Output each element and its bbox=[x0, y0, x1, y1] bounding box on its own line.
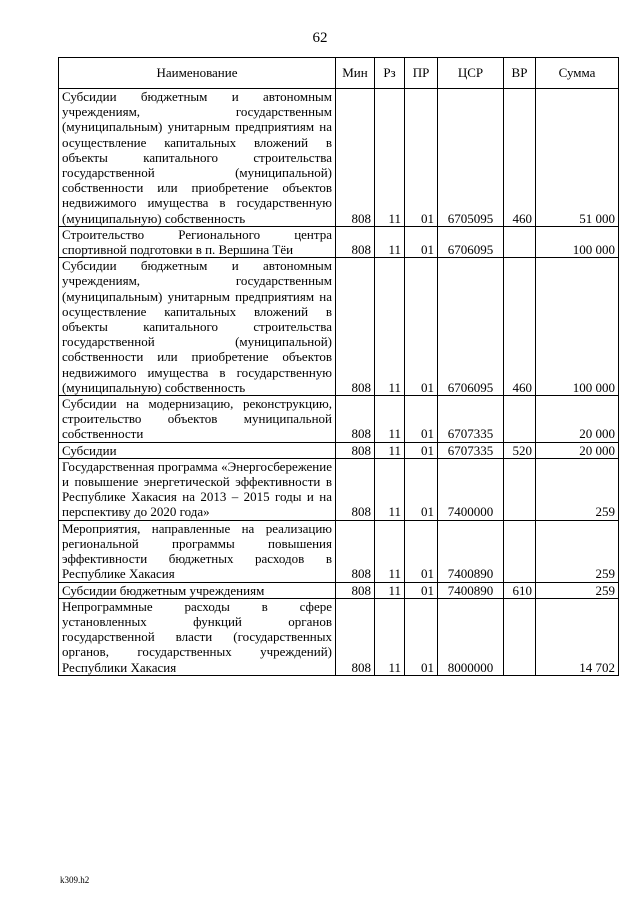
row-min: 808 bbox=[336, 458, 375, 520]
col-header-pr: ПР bbox=[405, 58, 438, 89]
table-row bbox=[59, 442, 619, 458]
row-sum: 259 bbox=[536, 458, 619, 520]
row-vr: 520 bbox=[504, 442, 536, 458]
table-row bbox=[59, 396, 619, 443]
row-rz: 11 bbox=[375, 520, 405, 582]
col-header-min: Мин bbox=[336, 58, 375, 89]
row-name: Непрограммные расходы в сфере установленных функций органов государственной власти (государственных органов, государственных учреждений) Республики Хакасия bbox=[59, 598, 336, 675]
row-name: Субсидии бюджетным учреждениям bbox=[59, 582, 336, 598]
row-csr: 7400890 bbox=[438, 520, 504, 582]
row-csr: 8000000 bbox=[438, 598, 504, 675]
row-pr: 01 bbox=[405, 520, 438, 582]
col-header-rz: Рз bbox=[375, 58, 405, 89]
row-name: Субсидии bbox=[59, 442, 336, 458]
row-rz: 11 bbox=[375, 226, 405, 257]
row-name: Субсидии бюджетным и автономным учреждениям, государственным (муниципальным) унитарным предприятиям на осуществление капитальных вложений в объекты капитального строительства государственной (муниципальной) собственности или приобретение объектов недвижимого имущества в государственную (муниципальную) собственность bbox=[59, 258, 336, 396]
row-rz: 11 bbox=[375, 442, 405, 458]
row-csr: 6707335 bbox=[438, 442, 504, 458]
row-min: 808 bbox=[336, 598, 375, 675]
row-sum: 259 bbox=[536, 582, 619, 598]
row-csr: 6706095 bbox=[438, 226, 504, 257]
row-pr: 01 bbox=[405, 598, 438, 675]
row-rz: 11 bbox=[375, 89, 405, 227]
page-number: 62 bbox=[312, 30, 328, 46]
table-row bbox=[59, 226, 619, 257]
row-vr: 610 bbox=[504, 582, 536, 598]
row-vr bbox=[504, 226, 536, 257]
row-sum: 100 000 bbox=[536, 258, 619, 396]
row-min: 808 bbox=[336, 226, 375, 257]
row-pr: 01 bbox=[405, 226, 438, 257]
row-name: Субсидии на модернизацию, реконструкцию, строительство объектов муниципальной собственности bbox=[59, 396, 336, 443]
row-pr: 01 bbox=[405, 396, 438, 443]
row-min: 808 bbox=[336, 442, 375, 458]
row-min: 808 bbox=[336, 520, 375, 582]
row-name: Государственная программа «Энергосбережение и повышение энергетической эффективности в Республике Хакасия на 2013 – 2015 годы и на перспективу до 2020 года» bbox=[59, 458, 336, 520]
row-csr: 7400890 bbox=[438, 582, 504, 598]
row-rz: 11 bbox=[375, 582, 405, 598]
row-vr: 460 bbox=[504, 89, 536, 227]
row-csr: 6705095 bbox=[438, 89, 504, 227]
row-sum: 20 000 bbox=[536, 396, 619, 443]
table-header-row bbox=[59, 58, 619, 89]
row-min: 808 bbox=[336, 258, 375, 396]
row-vr bbox=[504, 396, 536, 443]
row-min: 808 bbox=[336, 89, 375, 227]
row-vr bbox=[504, 520, 536, 582]
row-rz: 11 bbox=[375, 258, 405, 396]
row-pr: 01 bbox=[405, 258, 438, 396]
row-csr: 6706095 bbox=[438, 258, 504, 396]
table-row bbox=[59, 582, 619, 598]
row-vr bbox=[504, 598, 536, 675]
col-header-sum: Сумма bbox=[536, 58, 619, 89]
row-pr: 01 bbox=[405, 442, 438, 458]
row-sum: 100 000 bbox=[536, 226, 619, 257]
table-row bbox=[59, 89, 619, 227]
row-sum: 259 bbox=[536, 520, 619, 582]
row-csr: 6707335 bbox=[438, 396, 504, 443]
row-rz: 11 bbox=[375, 598, 405, 675]
row-vr: 460 bbox=[504, 258, 536, 396]
row-rz: 11 bbox=[375, 458, 405, 520]
footer-code: k309.h2 bbox=[60, 875, 90, 885]
row-pr: 01 bbox=[405, 89, 438, 227]
table-row bbox=[59, 520, 619, 582]
row-min: 808 bbox=[336, 582, 375, 598]
row-csr: 7400000 bbox=[438, 458, 504, 520]
table-row bbox=[59, 258, 619, 396]
row-pr: 01 bbox=[405, 582, 438, 598]
col-header-csr: ЦСР bbox=[438, 58, 504, 89]
row-sum: 51 000 bbox=[536, 89, 619, 227]
row-vr bbox=[504, 458, 536, 520]
table-row bbox=[59, 598, 619, 675]
budget-table bbox=[58, 57, 619, 676]
table-row bbox=[59, 458, 619, 520]
row-rz: 11 bbox=[375, 396, 405, 443]
row-sum: 20 000 bbox=[536, 442, 619, 458]
row-name: Строительство Регионального центра спортивной подготовки в п. Вершина Тёи bbox=[59, 226, 336, 257]
col-header-vr: ВР bbox=[504, 58, 536, 89]
col-header-name: Наименование bbox=[59, 58, 336, 89]
row-pr: 01 bbox=[405, 458, 438, 520]
row-name: Мероприятия, направленные на реализацию региональной программы повышения эффективности бюджетных расходов в Республике Хакасия bbox=[59, 520, 336, 582]
row-sum: 14 702 bbox=[536, 598, 619, 675]
row-min: 808 bbox=[336, 396, 375, 443]
row-name: Субсидии бюджетным и автономным учреждениям, государственным (муниципальным) унитарным предприятиям на осуществление капитальных вложений в объекты капитального строительства государственной (муниципальной) собственности или приобретение объектов недвижимого имущества в государственную (муниципальную) собственность bbox=[59, 89, 336, 227]
